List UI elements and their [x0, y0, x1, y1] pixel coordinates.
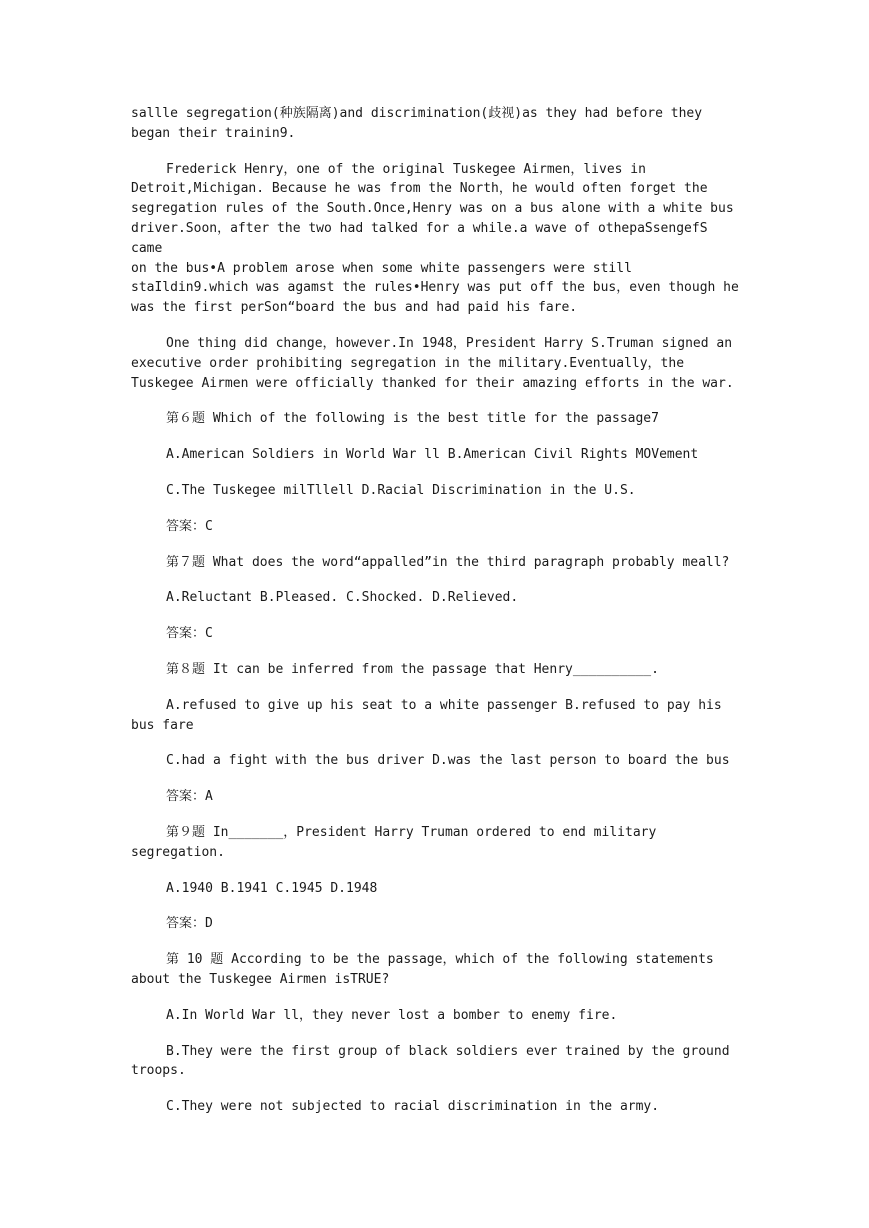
text-line: C.The Tuskegee milTllell D.Racial Discrimination in the U.S.	[166, 482, 636, 498]
text-line: 第８题 It can be inferred from the passage that Henry__________.	[166, 661, 659, 677]
text-line: A.1940 B.1941 C.1945 D.1948	[166, 880, 378, 896]
text-line: on the bus•A problem arose when some white passengers were still	[131, 260, 632, 276]
paragraph	[131, 445, 741, 465]
text-line: Detroit,Michigan. Because he was from the North，he would often forget the	[131, 181, 708, 197]
paragraph	[131, 553, 741, 573]
paragraph	[131, 879, 741, 899]
text-line: Frederick Henry，one of the original Tuskegee Airmen，lives in	[166, 161, 646, 177]
document-page	[131, 104, 741, 1133]
paragraph	[131, 1006, 741, 1026]
text-line: staIldin9.which was agamst the rules•Henry was put off the bus，even though he	[131, 280, 739, 296]
paragraph	[131, 160, 741, 318]
text-line: One thing did change，however.In 1948，President Harry S.Truman signed an	[166, 335, 733, 351]
text-line: was the first perSon“board the bus and had paid his fare.	[131, 300, 578, 316]
text-line: 第 10 题 According to be the passage，which of the following statements	[166, 952, 714, 968]
text-line: 第９题 In_______，President Harry Truman ordered to end military	[166, 824, 657, 840]
text-line: 答案：C	[166, 518, 213, 534]
paragraph	[131, 588, 741, 608]
paragraph	[131, 624, 741, 644]
text-line: driver.Soon，after the two had talked for a while.a wave of othepaSsengefS came	[131, 220, 708, 256]
paragraph	[131, 409, 741, 429]
paragraph	[131, 481, 741, 501]
text-line: executive order prohibiting segregation in the military.Eventually，the	[131, 355, 685, 371]
text-line: C.had a fight with the bus driver D.was the last person to board the bus	[166, 753, 730, 769]
text-line: 答案：D	[166, 916, 213, 932]
paragraph	[131, 787, 741, 807]
text-line: sallle segregation(种族隔离)and discrimination(歧视)as they had before they	[131, 106, 703, 121]
text-line: about the Tuskegee Airmen isTRUE?	[131, 971, 390, 987]
paragraph	[131, 517, 741, 537]
paragraph	[131, 660, 741, 680]
text-line: B.They were the first group of black soldiers ever trained by the ground	[166, 1043, 730, 1059]
text-line: C.They were not subjected to racial discrimination in the army.	[166, 1099, 660, 1115]
text-line: segregation.	[131, 844, 225, 860]
text-line: 答案：A	[166, 789, 213, 805]
paragraph	[131, 1042, 741, 1082]
text-line: A.Reluctant B.Pleased. C.Shocked. D.Relieved.	[166, 590, 519, 606]
paragraph	[131, 334, 741, 393]
text-line: segregation rules of the South.Once,Henry was on a bus alone with a white bus	[131, 201, 734, 217]
paragraph	[131, 950, 741, 990]
text-line: Tuskegee Airmen were officially thanked for their amazing efforts in the war.	[131, 375, 734, 391]
paragraph	[131, 914, 741, 934]
text-line: troops.	[131, 1063, 186, 1079]
text-line: began their trainin9.	[131, 125, 296, 141]
text-line: 答案：C	[166, 626, 213, 642]
text-line: A.In World War ll，they never lost a bomber to enemy fire.	[166, 1007, 618, 1023]
text-line: 第６题 Which of the following is the best title for the passage7	[166, 411, 659, 427]
paragraph	[131, 696, 741, 736]
text-line: bus fare	[131, 717, 194, 733]
paragraph	[131, 1097, 741, 1117]
text-line: 第７题 What does the word“appalled”in the third paragraph probably meall?	[166, 554, 730, 570]
text-line: A.refused to give up his seat to a white passenger B.refused to pay his	[166, 697, 722, 713]
paragraph	[131, 751, 741, 771]
text-line: A.American Soldiers in World War ll B.American Civil Rights MOVement	[166, 447, 699, 463]
paragraph	[131, 104, 741, 144]
paragraph	[131, 823, 741, 863]
